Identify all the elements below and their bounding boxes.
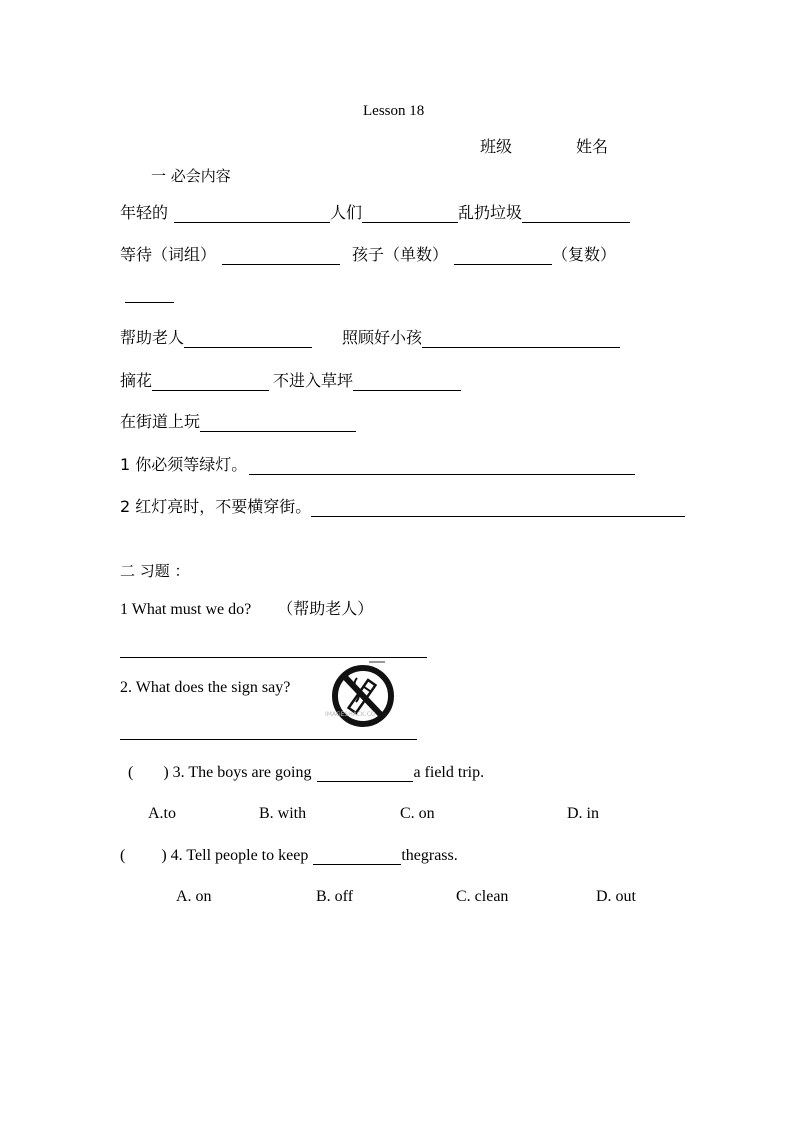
- q3-option-a[interactable]: A.to: [148, 805, 176, 822]
- question-4-answer-slot[interactable]: [125, 849, 161, 865]
- question-3-open-paren: (: [128, 764, 134, 781]
- vocab-pick-flowers-label: 摘花: [120, 371, 153, 390]
- vocab-litter-label: 乱扔垃圾: [458, 203, 523, 222]
- question-1-text: 1 What must we do?: [120, 601, 252, 618]
- question-3-text: 3. The boys are going: [172, 764, 312, 781]
- vocab-row-4: [120, 325, 620, 348]
- q3-option-d[interactable]: D. in: [567, 805, 599, 822]
- q4-option-d[interactable]: D. out: [596, 888, 636, 905]
- vocab-play-street-label: 在街道上玩: [120, 412, 201, 431]
- blank-question-4[interactable]: [313, 848, 401, 865]
- sentence-2: [120, 494, 685, 517]
- vocab-young-label: 年轻的: [120, 203, 169, 222]
- class-label: 班级: [480, 137, 513, 156]
- question-1-hint: （帮助老人）: [277, 599, 374, 618]
- no-smoking-sign-icon: [325, 658, 401, 730]
- q3-option-c[interactable]: C. on: [400, 805, 435, 822]
- question-4-open-paren: (: [120, 847, 126, 864]
- vocab-wait-label: 等待（词组）: [120, 245, 217, 264]
- question-3-close-paren: ): [163, 764, 169, 781]
- blank-pick-flowers[interactable]: [152, 374, 269, 391]
- section-2-heading: 二 习题 ：: [120, 562, 190, 580]
- blank-litter[interactable]: [522, 206, 630, 223]
- blank-sentence-1[interactable]: [249, 458, 635, 475]
- blank-play-street[interactable]: [200, 415, 356, 432]
- question-1: [120, 596, 373, 619]
- sentence-1-text: 1 你必须等绿灯。: [120, 455, 248, 474]
- vocab-row-2: [120, 242, 616, 265]
- vocab-help-old-label: 帮助老人: [120, 328, 185, 347]
- name-label: 姓名: [576, 137, 609, 156]
- question-3: [128, 764, 484, 782]
- answer-line-2[interactable]: [120, 739, 417, 740]
- question-3-text-after: a field trip.: [413, 764, 485, 781]
- sentence-1: [120, 452, 635, 475]
- svg-text:IMAGESHACK.CO: IMAGESHACK.CO: [325, 711, 376, 718]
- q4-option-b[interactable]: B. off: [316, 888, 354, 905]
- q3-option-b[interactable]: B. with: [259, 805, 307, 822]
- vocab-keep-off-grass-label: 不进入草坪: [273, 371, 354, 390]
- blank-sentence-2[interactable]: [311, 500, 685, 517]
- vocab-row-6: [120, 409, 356, 432]
- question-2-text: 2. What does the sign say?: [120, 679, 291, 696]
- vocab-plural-label: （复数）: [552, 245, 617, 264]
- question-4-close-paren: ): [161, 847, 167, 864]
- blank-care-child[interactable]: [422, 331, 620, 348]
- blank-wait[interactable]: [222, 248, 340, 265]
- question-4-text-after: thegrass.: [401, 847, 458, 864]
- vocab-people-label: 人们: [330, 203, 363, 222]
- blank-people[interactable]: [362, 206, 458, 223]
- vocab-row-5: [120, 368, 461, 391]
- blank-children-plural[interactable]: [125, 302, 174, 303]
- q4-option-c[interactable]: C. clean: [456, 888, 509, 905]
- sentence-2-text: 2 红灯亮时，不要横穿街。: [120, 497, 312, 516]
- question-3-answer-slot[interactable]: [133, 766, 163, 782]
- vocab-child-label: 孩子（单数）: [352, 245, 449, 264]
- blank-help-old[interactable]: [184, 331, 312, 348]
- blank-child[interactable]: [454, 248, 552, 265]
- question-4: [120, 847, 458, 865]
- question-4-text: 4. Tell people to keep: [170, 847, 309, 864]
- blank-young[interactable]: [174, 206, 330, 223]
- page-title: Lesson 18: [363, 103, 425, 119]
- blank-keep-off-grass[interactable]: [353, 374, 461, 391]
- vocab-row-1: [120, 200, 630, 223]
- q4-option-a[interactable]: A. on: [176, 888, 212, 905]
- vocab-care-child-label: 照顾好小孩: [342, 328, 423, 347]
- blank-question-3[interactable]: [317, 765, 413, 782]
- section-1-heading: 一 必会内容: [151, 167, 231, 185]
